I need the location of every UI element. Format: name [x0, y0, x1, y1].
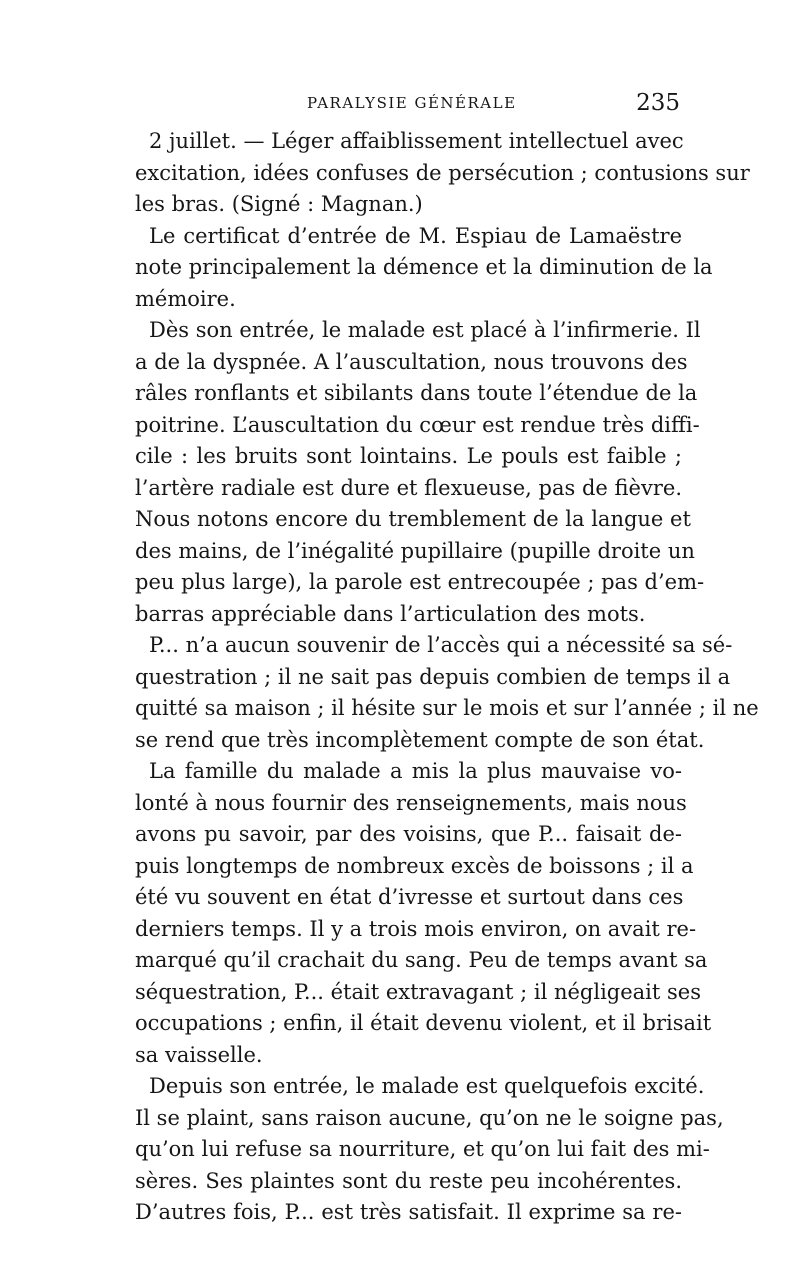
text-line: avons pu savoir, par des voisins, que P... faisait de- — [135, 822, 682, 846]
text-line: quitté sa maison ; il hésite sur le mois et sur l’année ; il ne — [135, 696, 759, 720]
text-line: l’artère radiale est dure et flexueuse, pas de fièvre. — [135, 475, 682, 500]
text-line: Nous notons encore du tremblement de la langue et — [135, 507, 691, 531]
text-line: des mains, de l’inégalité pupillaire (pupille droite un — [135, 538, 695, 563]
text-line: sères. Ses plaintes sont du reste peu incohérentes. — [135, 1168, 682, 1193]
text-line: barras appréciable dans l’articulation des mots. — [135, 601, 646, 626]
body-text — [135, 126, 759, 1229]
text-line: cile : les bruits sont lointains. Le pouls est faible ; — [135, 444, 682, 468]
text-line: 2 juillet. — Léger affaiblissement intellectuel avec — [149, 129, 684, 153]
text-line: La famille du malade a mis la plus mauvaise vo- — [149, 759, 682, 783]
text-line: sa vaisselle. — [135, 1042, 263, 1067]
text-line: râles ronflants et sibilants dans toute l’étendue de la — [135, 381, 698, 405]
running-head — [135, 90, 682, 120]
text-line: derniers temps. Il y a trois mois environ, on avait re- — [135, 916, 697, 941]
text-line: P... n’a aucun souvenir de l’accès qui a nécessité sa sé- — [149, 633, 733, 657]
running-title: PARALYSIE GÉNÉRALE — [307, 94, 517, 112]
text-line: été vu souvent en état d’ivresse et surtout dans ces — [135, 885, 684, 909]
text-line: Il se plaint, sans raison aucune, qu’on ne le soigne pas, — [135, 1105, 724, 1130]
page-number: 235 — [636, 90, 680, 116]
text-line: lonté à nous fournir des renseignements, mais nous — [135, 790, 687, 815]
text-line: marqué qu’il crachait du sang. Peu de temps avant sa — [135, 948, 708, 972]
text-line: se rend que très incomplètement compte de son état. — [135, 727, 705, 752]
text-line: a de la dyspnée. A l’auscultation, nous trouvons des — [135, 349, 688, 374]
text-line: D’autres fois, P... est très satisfait. Il exprime sa re- — [135, 1200, 682, 1224]
text-line: Depuis son entrée, le malade est quelquefois excité. — [149, 1074, 705, 1098]
text-line: qu’on lui refuse sa nourriture, et qu’on lui fait des mi- — [135, 1137, 710, 1161]
text-line: Le certificat d’entrée de M. Espiau de Lamaëstre — [149, 223, 682, 248]
text-line: poitrine. L’auscultation du cœur est rendue très diffi- — [135, 412, 700, 437]
text-line: questration ; il ne sait pas depuis combien de temps il a — [135, 664, 731, 689]
text-line: peu plus large), la parole est entrecoupée ; pas d’em- — [135, 570, 705, 594]
text-line: Dès son entrée, le malade est placé à l’infirmerie. Il — [149, 318, 701, 342]
text-line: séquestration, P... était extravagant ; il négligeait ses — [135, 979, 701, 1004]
text-line: occupations ; enfin, il était devenu violent, et il brisait — [135, 1011, 712, 1035]
text-line: puis longtemps de nombreux excès de boissons ; il a — [135, 853, 694, 878]
text-line: excitation, idées confuses de persécution ; contusions sur — [135, 160, 750, 185]
text-line: les bras. (Signé : Magnan.) — [135, 192, 423, 216]
text-line: mémoire. — [135, 286, 236, 311]
text-line: note principalement la démence et la diminution de la — [135, 255, 713, 279]
